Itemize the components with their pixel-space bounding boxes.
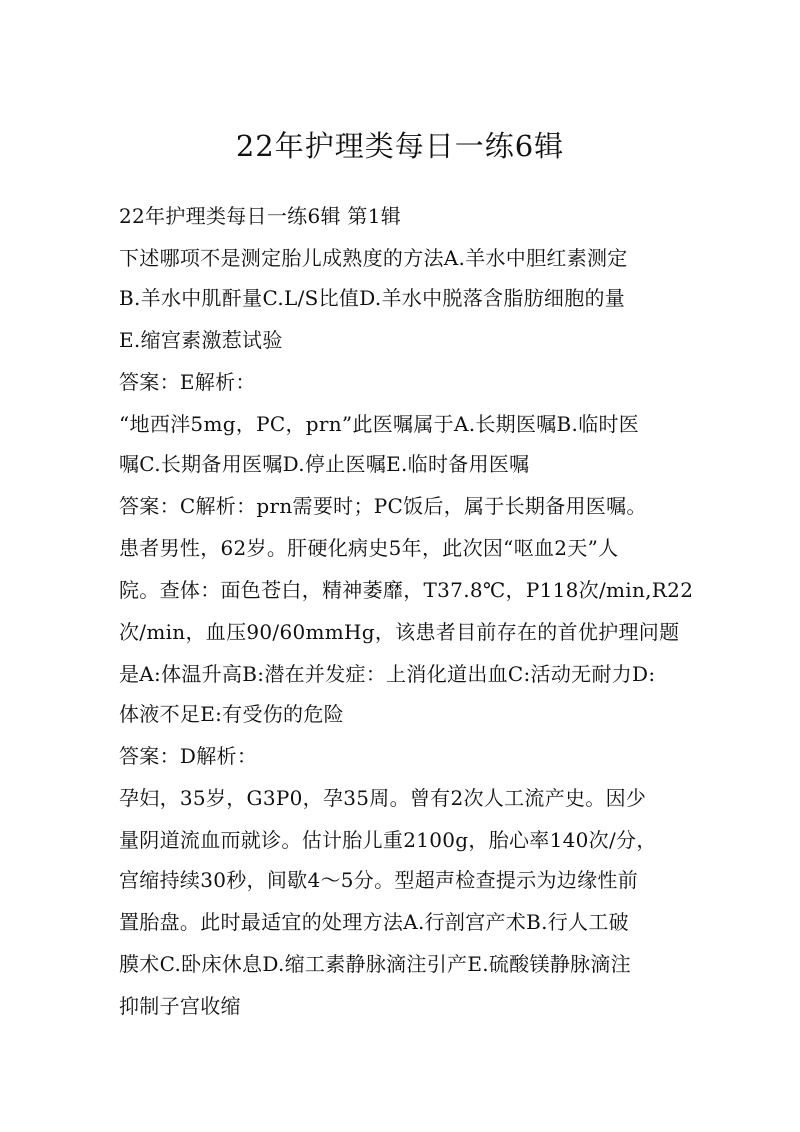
- question-4-line-3: 宫缩持续30秒，间歇4～5分。型超声检查提示为边缘性前: [119, 868, 638, 892]
- question-4-line-5: 膜术C.卧床休息D.缩工素静脉滴注引产E.硫酸镁静脉滴注: [119, 952, 631, 976]
- question-1-line-2: B.羊水中肌酐量C.L/S比值D.羊水中脱落含脂肪细胞的量: [119, 286, 626, 310]
- question-3-line-5: 体液不足E:有受伤的危险: [119, 702, 344, 726]
- answer-3: 答案：D解析：: [119, 744, 258, 768]
- question-4-line-1: 孕妇，35岁，G3P0，孕35周。曾有2次人工流产史。因少: [119, 786, 647, 810]
- question-4-line-6: 抑制子宫收缩: [119, 994, 241, 1018]
- question-3-line-2: 院。查体：面色苍白，精神萎靡，T37.8℃，P118次/min,R22: [119, 578, 694, 602]
- question-1-line-1: 下述哪项不是测定胎儿成熟度的方法A.羊水中胆红素测定: [119, 246, 628, 270]
- question-2-line-1: “地西泮5mg，PC，prn”此医嘱属于A.长期医嘱B.临时医: [119, 412, 640, 436]
- question-3-line-3: 次/min，血压90/60mmHg，该患者目前存在的首优护理问题: [119, 620, 680, 644]
- question-2-line-2: 嘱C.长期备用医嘱D.停止医嘱E.临时备用医嘱: [119, 452, 530, 476]
- document-title: 22年护理类每日一练6辑: [235, 129, 565, 163]
- question-1-line-3: E.缩宫素激惹试验: [119, 328, 283, 352]
- question-4-line-4: 置胎盘。此时最适宜的处理方法A.行剖宫产术B.行人工破: [119, 910, 629, 934]
- section-heading: 22年护理类每日一练6辑 第1辑: [119, 204, 402, 228]
- question-3-line-1: 患者男性，62岁。肝硬化病史5年，此次因“呕血2天”人: [119, 536, 619, 560]
- question-3-line-4: 是A:体温升高B:潜在并发症：上消化道出血C:活动无耐力D:: [119, 662, 656, 686]
- answer-1: 答案：E解析：: [119, 370, 256, 394]
- answer-2: 答案：C解析：prn需要时；PC饭后，属于长期备用医嘱。: [119, 494, 647, 518]
- question-4-line-2: 量阴道流血而就诊。估计胎儿重2100g，胎心率140次/分，: [119, 828, 657, 852]
